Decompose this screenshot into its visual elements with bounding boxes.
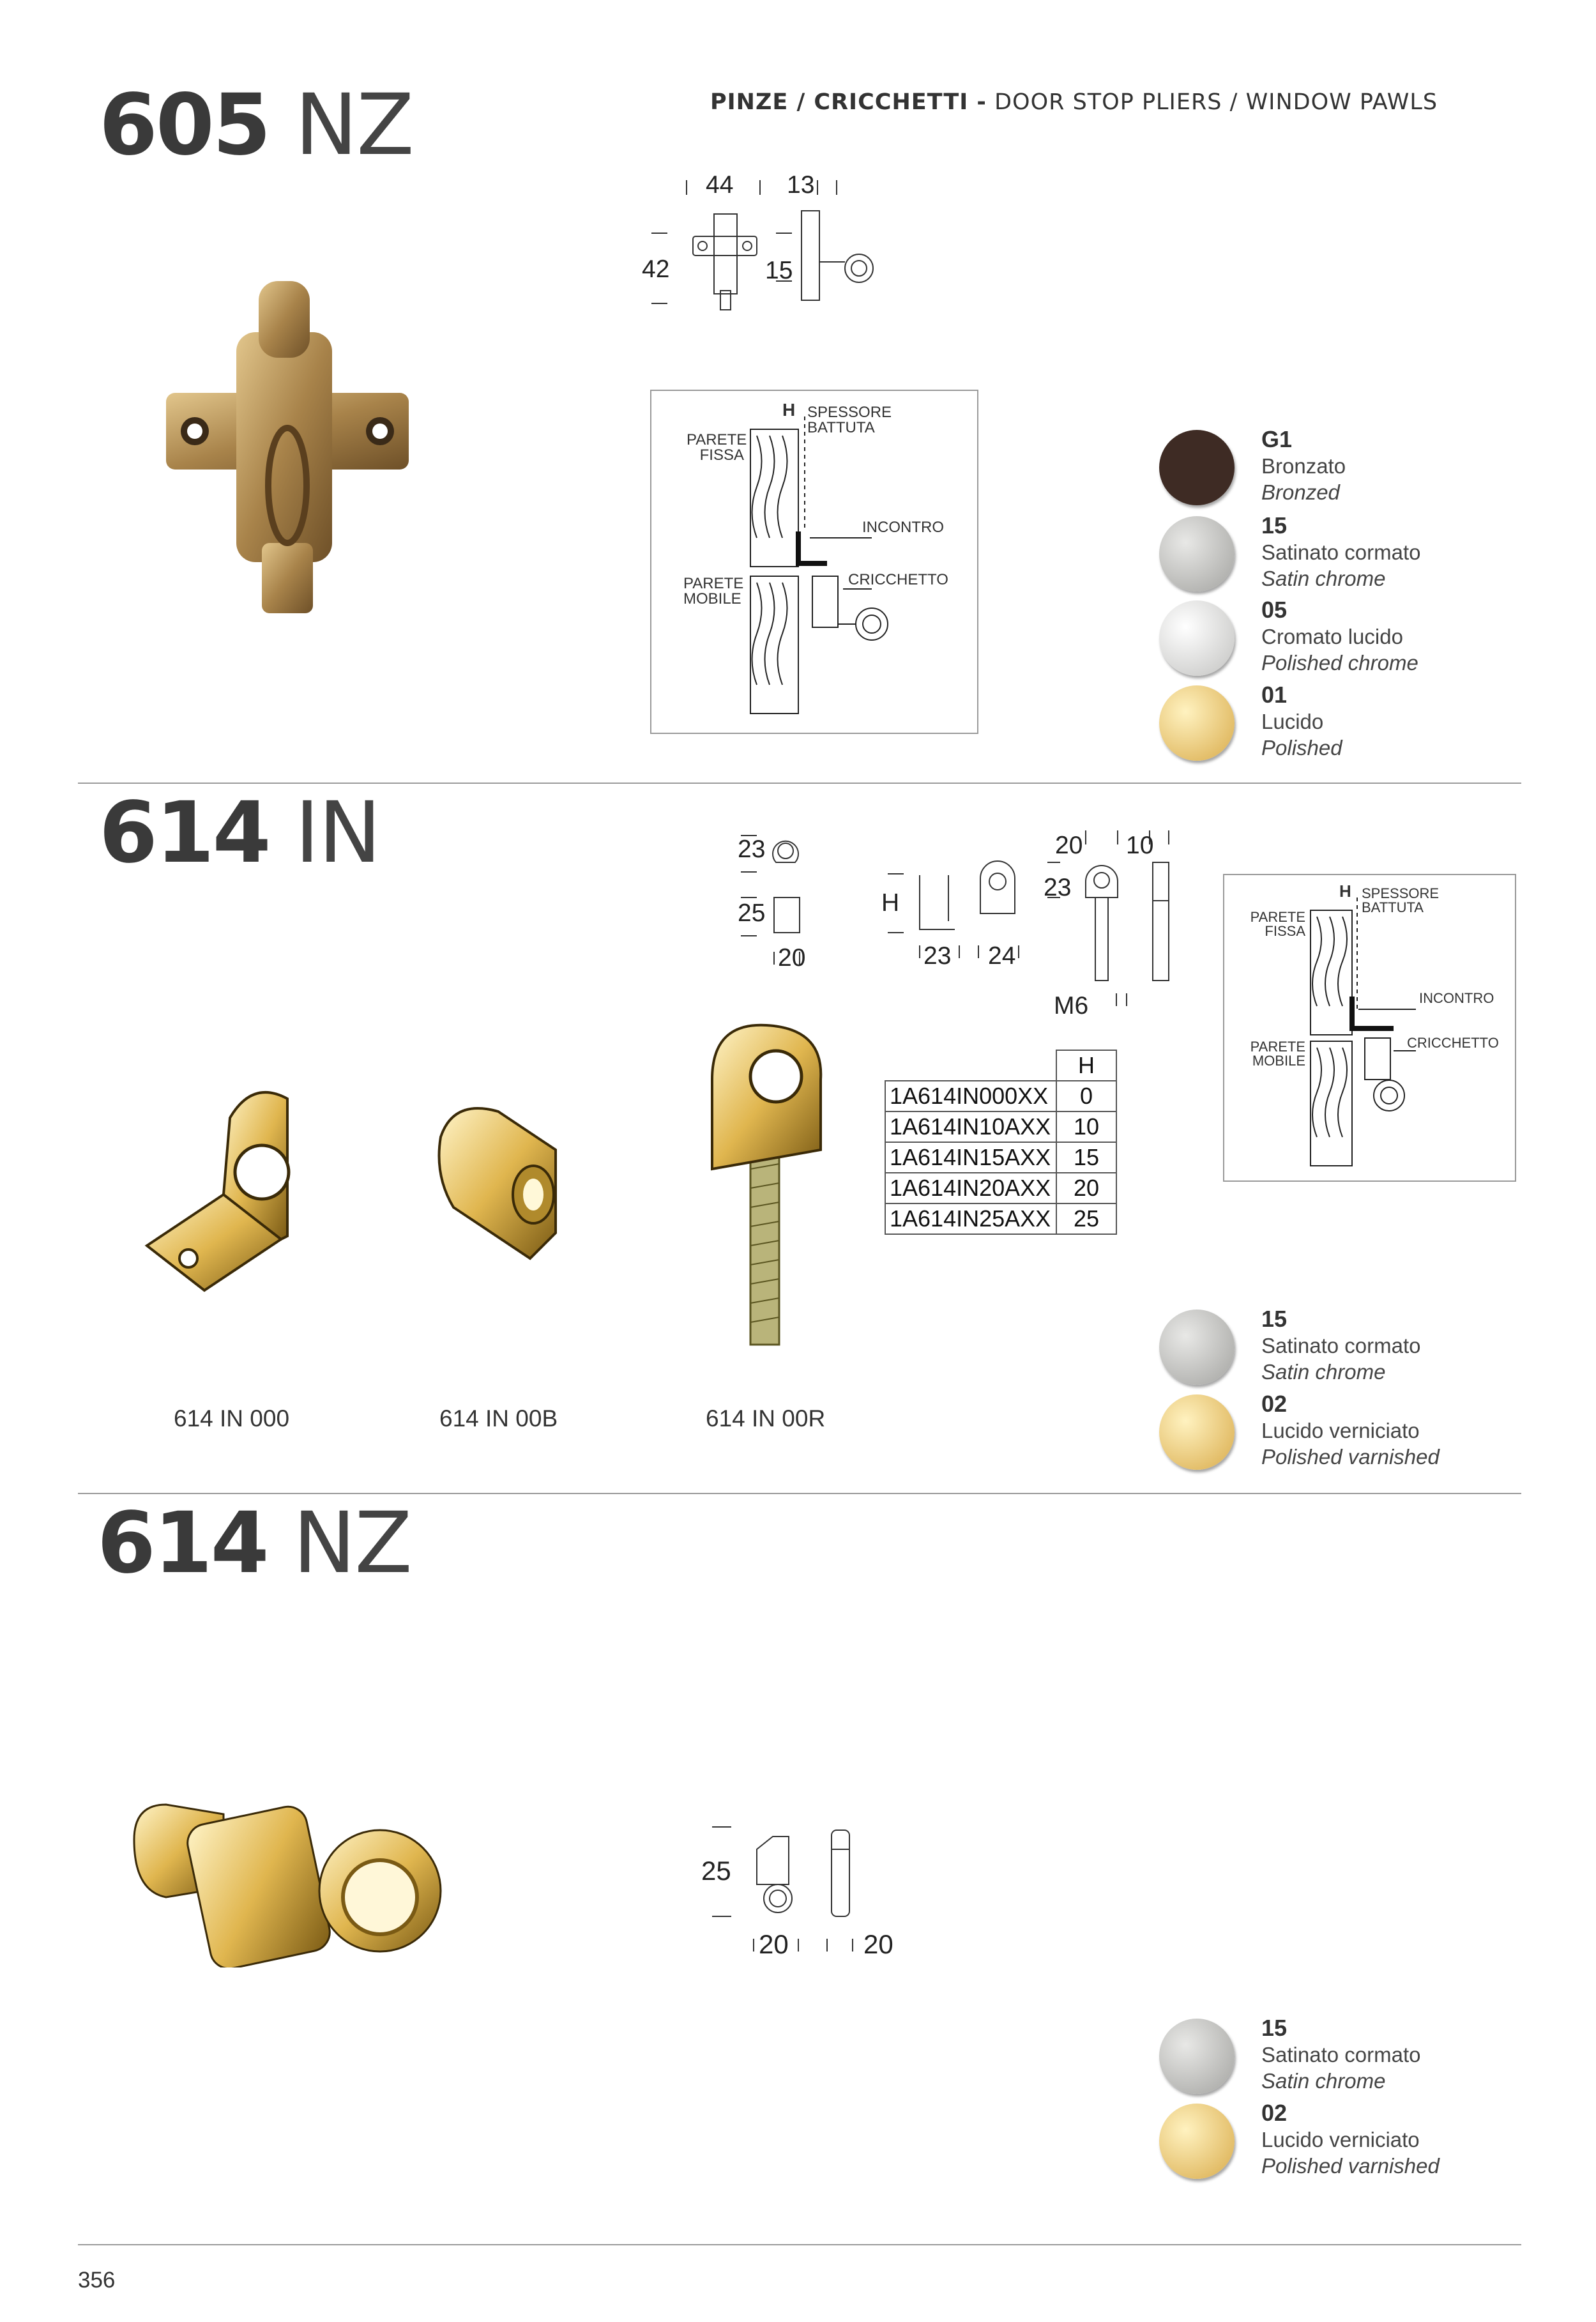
product-photo-614in00r [696, 1016, 837, 1354]
table-header-h: H [1056, 1050, 1116, 1081]
dim-c23: 23 [1044, 874, 1072, 901]
model-title-605nz [99, 76, 413, 174]
swatch-polished-varnished [1159, 2104, 1235, 2179]
product-code-614in00r: 614 IN 00R [706, 1405, 826, 1432]
product-photo-614in00b [428, 1099, 588, 1265]
code-height-table [885, 1050, 1117, 1235]
table-row: 1A614IN15AXX 15 [885, 1142, 1116, 1173]
category-en: DOOR STOP PLIERS / WINDOW PAWLS [994, 89, 1438, 115]
dim-a20: 20 [778, 944, 806, 972]
dim-width: 44 [706, 171, 734, 199]
swatch-satin-chrome [1159, 1310, 1235, 1385]
model-number: 614 [99, 784, 270, 882]
dim-width-2: 20 [863, 1929, 893, 1959]
installation-diagram-605nz [650, 390, 978, 734]
category-header [710, 89, 1438, 115]
table-row: 1A614IN10AXX 10 [885, 1111, 1116, 1142]
model-title-614nz [97, 1494, 411, 1593]
page-number: 356 [78, 2268, 116, 2293]
dim-a23: 23 [738, 836, 766, 863]
model-number: 614 [97, 1494, 268, 1593]
diagram-label-spessore: SPESSORE BATTUTA [807, 404, 892, 436]
footer-divider [78, 2244, 1521, 2245]
swatch-polished-varnished [1159, 1394, 1235, 1470]
diagram-label-parete-mobile: PARETE MOBILE [683, 575, 744, 607]
diagram-label-spessore: SPESSORE BATTUTA [1362, 885, 1440, 915]
table-row: 1A614IN25AXX 25 [885, 1203, 1116, 1234]
dim-b24: 24 [988, 942, 1016, 970]
dim-depth: 13 [787, 171, 815, 199]
category-it: PINZE / CRICCHETTI - [710, 89, 987, 115]
model-suffix: NZ [293, 1494, 411, 1593]
model-suffix: NZ [294, 76, 413, 174]
diagram-label-incontro: INCONTRO [1419, 990, 1494, 1006]
swatch-satin-chrome [1159, 2019, 1235, 2094]
product-code-614in00b: 614 IN 00B [439, 1405, 558, 1432]
swatch-polished-chrome [1159, 600, 1235, 676]
diagram-label-h: H [1339, 882, 1351, 901]
dim-c10: 10 [1126, 832, 1154, 859]
dimension-drawing-614in [728, 824, 1188, 1035]
dim-width-1: 20 [759, 1929, 789, 1959]
swatch-bronzed [1159, 430, 1235, 505]
dim-h: H [881, 889, 900, 917]
installation-diagram-614in [1223, 874, 1516, 1182]
dim-height-2: 15 [765, 257, 793, 284]
dim-height: 25 [701, 1856, 731, 1886]
product-photo-614nz [128, 1789, 460, 1967]
dim-m6: M6 [1054, 992, 1089, 1020]
diagram-label-parete-fissa: PARETE FISSA [687, 431, 747, 464]
model-number: 605 [99, 76, 270, 174]
product-photo-614in000 [134, 1067, 345, 1297]
dim-c20: 20 [1055, 832, 1083, 859]
table-header-row [885, 1050, 1116, 1081]
table-row: 1A614IN000XX 0 [885, 1081, 1116, 1111]
diagram-label-parete-mobile: PARETE MOBILE [1250, 1039, 1305, 1069]
diagram-label-cricchetto: CRICCHETTO [848, 571, 948, 588]
diagram-label-incontro: INCONTRO [862, 519, 944, 536]
dim-a25: 25 [738, 899, 766, 927]
dimension-drawing-605nz [639, 172, 907, 319]
diagram-label-parete-fissa: PARETE FISSA [1250, 909, 1305, 939]
swatch-polished [1159, 685, 1235, 761]
diagram-label-h: H [782, 400, 796, 420]
product-code-614in000: 614 IN 000 [174, 1405, 290, 1432]
diagram-label-cricchetto: CRICCHETTO [1407, 1035, 1499, 1051]
model-suffix: IN [294, 784, 381, 882]
swatch-satin-chrome [1159, 516, 1235, 592]
dim-height: 42 [642, 256, 670, 283]
table-row: 1A614IN20AXX 20 [885, 1173, 1116, 1203]
product-photo-605nz [160, 275, 415, 632]
model-title-614in [99, 784, 381, 882]
dim-b23: 23 [923, 942, 952, 970]
